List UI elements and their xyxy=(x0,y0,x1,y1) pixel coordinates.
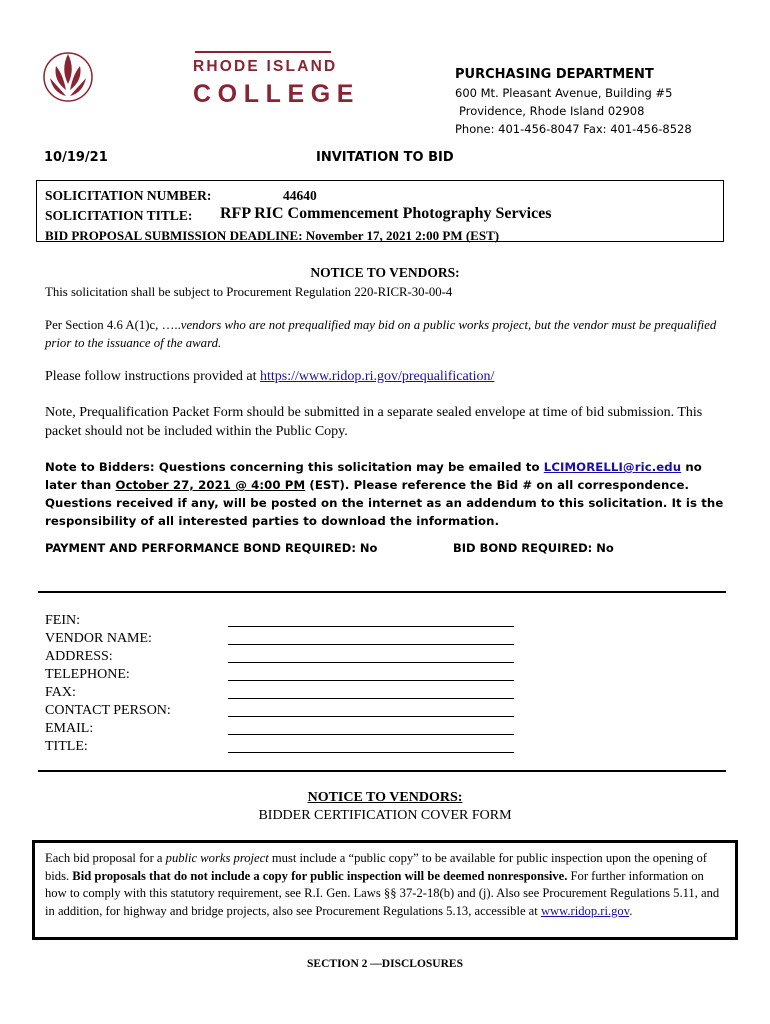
public-copy-t2: public works project xyxy=(165,851,269,865)
phone-fax: Phone: 401-456-8047 Fax: 401-456-8528 xyxy=(455,122,692,136)
regulation-text: This solicitation shall be subject to Procurement Regulation 220-RICR-30-00-4 xyxy=(45,285,453,299)
college-emblem-icon xyxy=(42,44,94,110)
divider-top xyxy=(38,591,726,593)
field-line-fax[interactable] xyxy=(228,698,514,699)
ridop-link[interactable]: www.ridop.ri.gov xyxy=(540,903,630,918)
public-copy-t1: Each bid proposal for a xyxy=(45,851,166,865)
payment-bond-required: PAYMENT AND PERFORMANCE BOND REQUIRED: No xyxy=(45,541,378,555)
submission-deadline: BID PROPOSAL SUBMISSION DEADLINE: November 17, 2021 2:00 PM (EST) xyxy=(45,228,500,243)
cover-form-title: BIDDER CERTIFICATION COVER FORM xyxy=(258,808,512,823)
field-line-contact-person[interactable] xyxy=(228,716,514,717)
field-label-fein: FEIN: xyxy=(45,613,80,628)
solicitation-box xyxy=(36,180,724,242)
field-label-title: TITLE: xyxy=(45,739,88,754)
bid-bond-required: BID BOND REQUIRED: No xyxy=(453,541,614,555)
college-rule xyxy=(195,51,331,53)
field-label-contact-person: CONTACT PERSON: xyxy=(45,703,171,718)
bidders-note xyxy=(45,458,735,530)
public-copy-t4: Bid proposals that do not include a copy for public inspection will be deemed nonresponsive. xyxy=(72,868,568,883)
notice-to-vendors-heading-2: NOTICE TO VENDORS: xyxy=(307,790,463,805)
questions-deadline: October 27, 2021 @ 4:00 PM xyxy=(115,478,306,492)
solicitation-number: 44640 xyxy=(283,188,317,203)
college-name-line1: RHODE ISLAND xyxy=(193,58,338,75)
public-copy-text xyxy=(45,850,725,920)
field-label-vendor-name: VENDOR NAME: xyxy=(45,631,152,646)
prequalification-text xyxy=(45,367,735,386)
notice-to-vendors-heading: NOTICE TO VENDORS: xyxy=(310,265,460,280)
college-name-line2: COLLEGE xyxy=(193,80,361,108)
document-date: 10/19/21 xyxy=(44,150,108,165)
field-line-title[interactable] xyxy=(228,752,514,753)
field-line-fein[interactable] xyxy=(228,626,514,627)
bidders-note-part2: no later than xyxy=(45,460,702,492)
public-copy-box xyxy=(32,840,738,940)
section-4-6-italic: vendors who are not prequalified may bid on a public works project, but the vendor must be prequalified prior to the issuance of the award. xyxy=(45,318,717,350)
section-4-6-prefix: Per Section 4.6 A(1)c, ….. xyxy=(45,318,181,332)
divider-bottom xyxy=(38,770,726,772)
department-block xyxy=(455,66,692,138)
field-label-email: EMAIL: xyxy=(45,721,94,736)
bidders-note-part3: (EST). Please reference the Bid # on all correspondence. Questions received if any, will be posted on the internet as an addendum to this solicitation. It is the responsibility of all interested parties to download the information. xyxy=(45,478,724,528)
field-line-address[interactable] xyxy=(228,662,514,663)
field-label-fax: FAX: xyxy=(45,685,76,700)
field-line-telephone[interactable] xyxy=(228,680,514,681)
solicitation-number-label: SOLICITATION NUMBER: xyxy=(45,188,212,203)
field-line-vendor-name[interactable] xyxy=(228,644,514,645)
public-copy-t5: For further information on how to comply with this statutory requirement, see R.I. Gen. Laws §§ 37-2-18(b) and (j). Also see Procurement Regulations 5.11, and in addition, for highway and bridge projects, also see Procurement Regulations 5.13, accessible at xyxy=(45,868,720,918)
address-line2: Providence, Rhode Island 02908 xyxy=(459,104,645,118)
address-line1: 600 Mt. Pleasant Avenue, Building #5 xyxy=(455,86,673,100)
prequalification-link[interactable]: https://www.ridop.ri.gov/prequalification/ xyxy=(260,369,495,384)
packet-note: Note, Prequalification Packet Form should be submitted in a separate sealed envelope at time of bid submission. This packet should not be included within the Public Copy. xyxy=(45,405,703,439)
bidders-note-part1: Note to Bidders: Questions concerning this solicitation may be emailed to xyxy=(45,460,544,474)
public-copy-t3: must include a “public copy” to be available for public inspection upon the opening of bids. xyxy=(45,851,707,883)
field-line-email[interactable] xyxy=(228,734,514,735)
field-label-address: ADDRESS: xyxy=(45,649,113,664)
field-label-telephone: TELEPHONE: xyxy=(45,667,130,682)
public-copy-t6: . xyxy=(629,903,633,918)
contact-email-link[interactable]: LCIMORELLI@ric.edu xyxy=(543,460,682,474)
document-title: INVITATION TO BID xyxy=(316,150,454,165)
section-2-heading: SECTION 2 —DISCLOSURES xyxy=(307,958,463,970)
prequalification-prefix: Please follow instructions provided at xyxy=(45,369,261,384)
solicitation-title: RFP RIC Commencement Photography Services xyxy=(220,205,552,222)
department-title: PURCHASING DEPARTMENT xyxy=(455,67,654,82)
solicitation-title-label: SOLICITATION TITLE: xyxy=(45,208,193,223)
section-4-6-text xyxy=(45,316,735,352)
